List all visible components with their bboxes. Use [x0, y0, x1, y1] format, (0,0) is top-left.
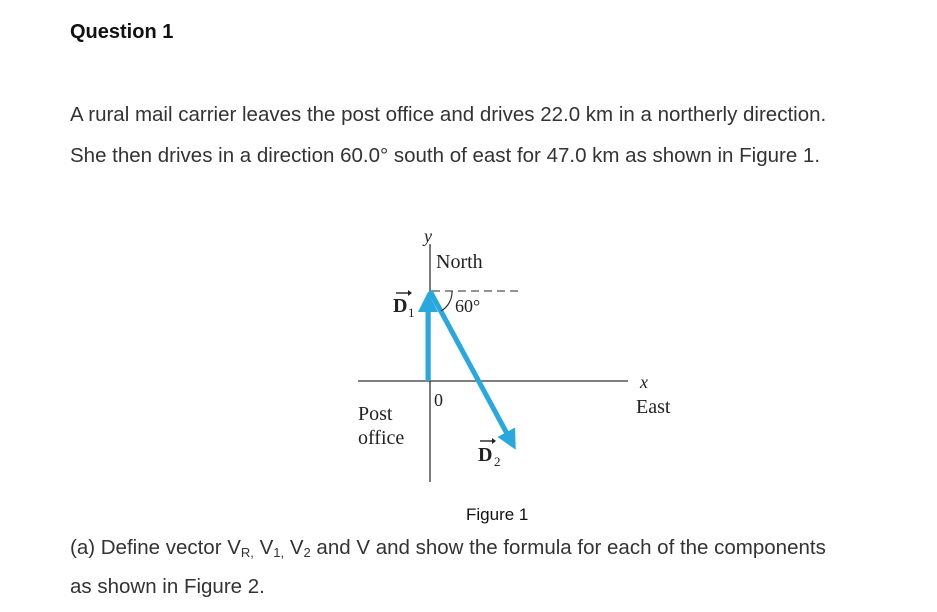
part-a-text-4: and V and show the formula for each of the components — [310, 536, 826, 559]
post-office-label-line-1: Post — [358, 403, 393, 425]
problem-line-2: She then drives in a direction 60.0° south of east for 47.0 km as shown in Figure 1. — [70, 144, 821, 167]
d1-letter: D — [393, 295, 408, 317]
d2-subscript: 2 — [494, 454, 501, 469]
part-a-line-1 — [70, 536, 826, 560]
d2-label — [478, 438, 501, 469]
d2-vector-arrowhead — [492, 438, 496, 444]
part-a-sub-r: R, — [240, 545, 254, 560]
north-label: North — [436, 251, 483, 273]
x-axis-label: x — [640, 372, 648, 392]
east-label: East — [636, 396, 671, 418]
d1-subscript: 1 — [408, 305, 415, 320]
y-axis-label: y — [424, 226, 432, 246]
part-a-line-2: as shown in Figure 2. — [70, 575, 265, 598]
d1-label — [393, 290, 415, 320]
origin-label: 0 — [434, 390, 443, 410]
problem-line-1: A rural mail carrier leaves the post office and drives 22.0 km in a northerly direction. — [70, 103, 827, 126]
figure-caption: Figure 1 — [466, 505, 529, 524]
part-a-text-2: V — [253, 536, 274, 559]
part-a-sub-2: 2 — [303, 545, 311, 560]
part-a-text-1: (a) Define vector V — [70, 536, 241, 559]
part-a-text-3: V — [284, 536, 304, 559]
d2-letter: D — [478, 444, 493, 466]
angle-label: 60° — [455, 296, 481, 316]
angle-arc — [441, 291, 452, 311]
d1-vector-arrowhead — [408, 290, 412, 296]
part-a-sub-1: 1, — [273, 545, 285, 560]
question-title: Question 1 — [70, 21, 174, 43]
post-office-label-line-2: office — [358, 427, 405, 449]
